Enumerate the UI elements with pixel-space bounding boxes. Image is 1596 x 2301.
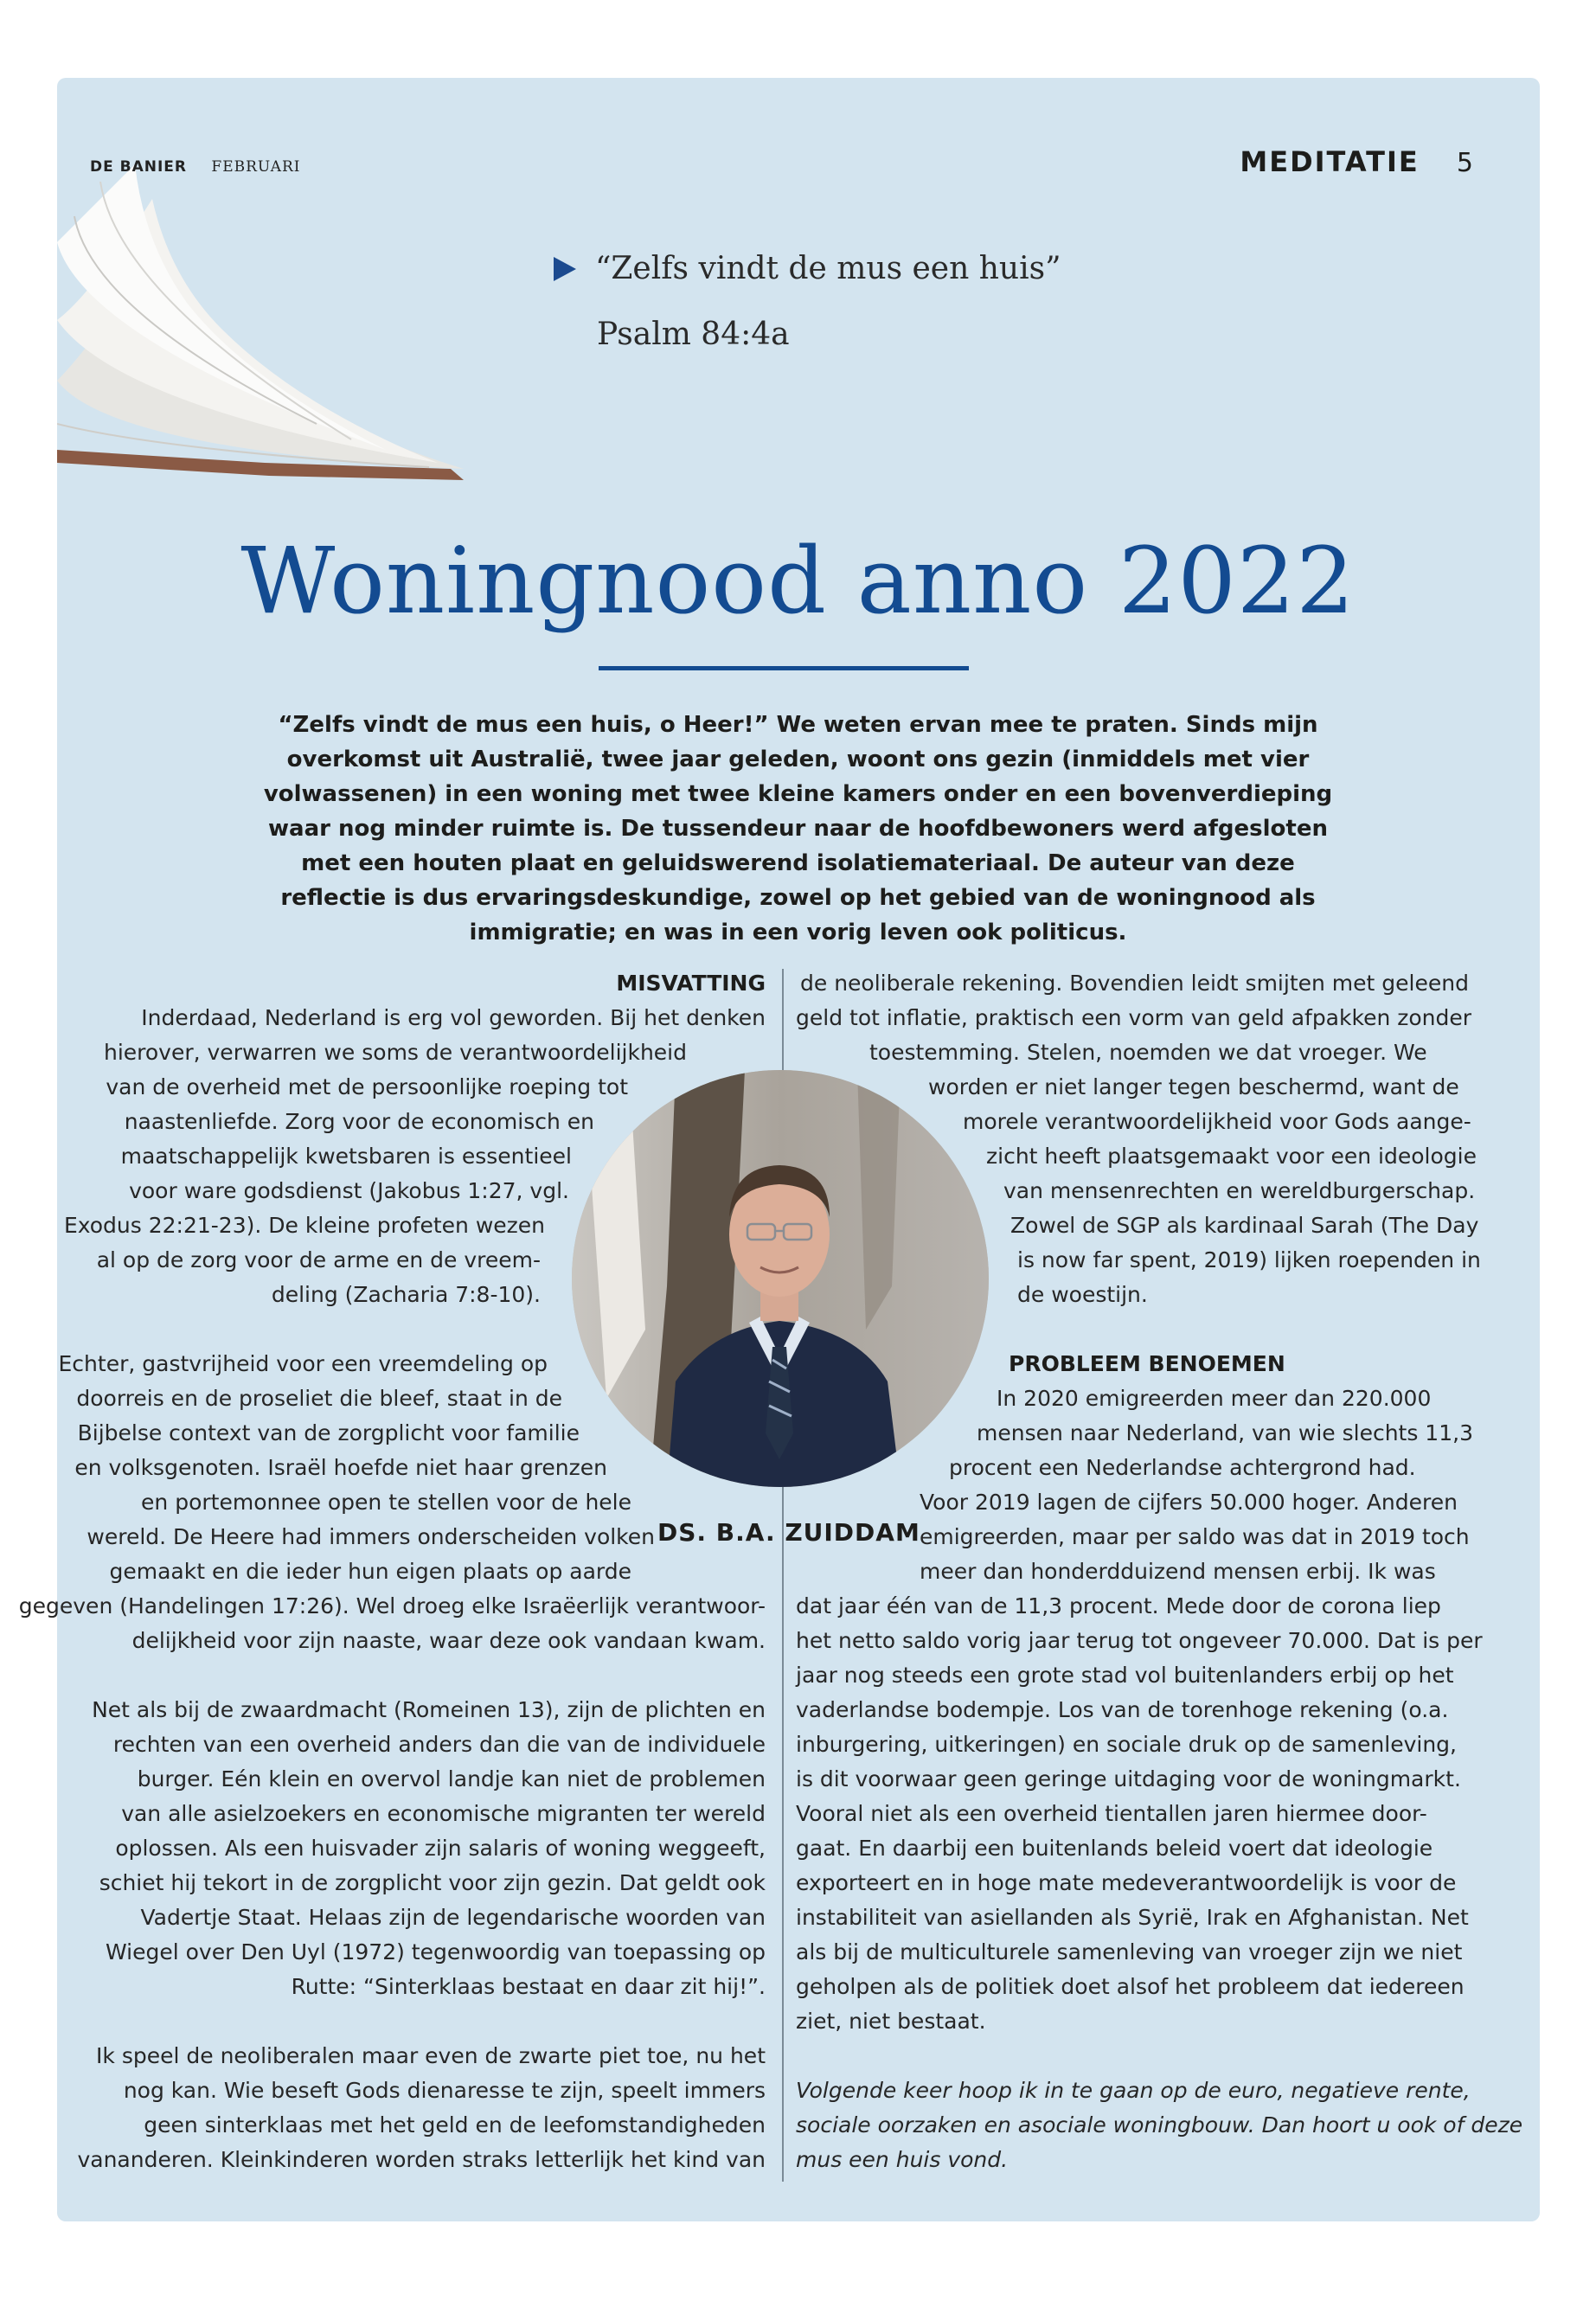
verse-text: “Zelfs vindt de mus een huis” (595, 251, 1061, 286)
text-line: deling (Zacharia 7:8-10). (271, 1282, 541, 1307)
text-line: is dit voorwaar geen geringe uitdaging voor de woningmarkt. (796, 1766, 1461, 1791)
author-photo (572, 1070, 989, 1487)
text-line: meer dan honderdduizend mensen erbij. Ik was (920, 1559, 1436, 1584)
text-line: geld tot inflatie, praktisch een vorm van geld afpakken zonder (796, 1005, 1472, 1030)
text-line: geholpen als de politiek doet alsof het probleem dat iedereen (796, 1974, 1465, 1999)
article-title: Woningnood anno 2022 (240, 528, 1356, 634)
text-line: als bij de multiculturele samenleving van vroeger zijn we niet (796, 1939, 1463, 1965)
text-line: Vadertje Staat. Helaas zijn de legendarische woorden van (140, 1905, 766, 1930)
text-line: en portemonnee open te stellen voor de hele (141, 1490, 631, 1515)
text-line: dat jaar één van de 11,3 procent. Mede door de corona liep (796, 1593, 1441, 1618)
publication-name: DE BANIER (90, 158, 188, 176)
text-line: In 2020 emigreerden meer dan 220.000 (997, 1386, 1432, 1411)
text-line: de neoliberale rekening. Bovendien leidt smijten met geleend (800, 971, 1469, 996)
author-name: DS. B.A. ZUIDDAM (657, 1518, 920, 1547)
section-header (1240, 145, 1475, 178)
text-line: worden er niet langer tegen beschermd, want de (928, 1074, 1459, 1099)
text-line: procent een Nederlandse achtergrond had. (949, 1455, 1416, 1480)
text-line: zicht heeft plaatsgemaakt voor een ideologie (986, 1144, 1477, 1169)
text-line: ziet, niet bestaat. (796, 2009, 986, 2034)
text-line: schiet hij tekort in de zorgplicht voor zijn gezin. Dat geldt ook (99, 1870, 766, 1895)
text-line: morele verantwoordelijkheid voor Gods aange- (963, 1109, 1471, 1134)
text-line: gaat. En daarbij een buitenlands beleid voert dat ideologie (796, 1836, 1433, 1861)
verse-reference: Psalm 84:4a (597, 317, 790, 352)
text-line: voor ware godsdienst (Jakobus 1:27, vgl. (129, 1178, 569, 1203)
text-line: Echter, gastvrijheid voor een vreemdeling op (58, 1351, 548, 1376)
text-line: het netto saldo vorig jaar terug tot ongeveer 70.000. Dat is per (796, 1628, 1483, 1653)
text-line: vananderen. Kleinkinderen worden straks letterlijk het kind van (77, 2147, 766, 2172)
text-line: Bijbelse context van de zorgplicht voor familie (77, 1420, 580, 1445)
subheading-misvatting: MISVATTING (616, 971, 766, 996)
text-line: hierover, verwarren we soms de verantwoordelijkheid (103, 1040, 687, 1065)
text-line: geen sinterklaas met het geld en de leefomstandigheden (144, 2112, 766, 2138)
section-name: MEDITATIE (1240, 145, 1420, 178)
text-line: instabiliteit van asiellanden als Syrië, Irak en Afghanistan. Net (796, 1905, 1469, 1930)
text-line: gemaakt en die ieder hun eigen plaats op aarde (109, 1559, 631, 1584)
text-line: van mensenrechten en wereldburgerschap. (1003, 1178, 1476, 1203)
text-line: mensen naar Nederland, van wie slechts 11,3 (977, 1420, 1473, 1445)
text-line: inburgering, uitkeringen) en sociale druk op de samenleving, (796, 1732, 1458, 1757)
closing-note-line: sociale oorzaken en asociale woningbouw. Dan hoort u ook of deze (796, 2112, 1523, 2138)
issue-month: FEBRUARI (211, 158, 301, 176)
text-line: Exodus 22:21-23). De kleine profeten wezen (63, 1213, 545, 1238)
running-header (90, 158, 301, 176)
text-line: Vooral niet als een overheid tientallen jaren hiermee door- (796, 1801, 1427, 1826)
text-line: delijkheid voor zijn naaste, waar deze ook vandaan kwam. (131, 1628, 766, 1653)
text-line: en volksgenoten. Israël hoefde niet haar grenzen (74, 1455, 607, 1480)
text-line: Rutte: “Sinterklaas bestaat en daar zit hij!”. (291, 1974, 766, 1999)
text-line: al op de zorg voor de arme en de vreem- (96, 1247, 541, 1272)
text-line: burger. Eén klein en overvol landje kan niet de problemen (137, 1766, 766, 1791)
page-number: 5 (1456, 148, 1475, 178)
subheading-probleem-benoemen: PROBLEEM BENOEMEN (1009, 1351, 1285, 1376)
text-line: nog kan. Wie beseft Gods dienaresse te zijn, speelt immers (123, 2078, 766, 2103)
text-line: vaderlandse bodempje. Los van de torenhoge rekening (o.a. (796, 1697, 1449, 1722)
text-line: Net als bij de zwaardmacht (Romeinen 13), zijn de plichten en (92, 1697, 766, 1722)
text-line: emigreerden, maar per saldo was dat in 2019 toch (920, 1524, 1470, 1549)
text-line: Zowel de SGP als kardinaal Sarah (The Day (1010, 1213, 1479, 1238)
text-line: Wiegel over Den Uyl (1972) tegenwoordig van toepassing op (105, 1939, 766, 1965)
triangle-bullet-icon (554, 257, 576, 281)
text-line: maatschappelijk kwetsbaren is essentieel (120, 1144, 572, 1169)
text-line: Inderdaad, Nederland is erg vol geworden. Bij het denken (141, 1005, 766, 1030)
text-line: gegeven (Handelingen 17:26). Wel droeg elke Israëerlijk verantwoor- (18, 1593, 766, 1618)
text-line: van alle asielzoekers en economische migranten ter wereld (121, 1801, 766, 1826)
text-line: doorreis en de proseliet die bleef, staat in de (76, 1386, 562, 1411)
text-line: Ik speel de neoliberalen maar even de zwarte piet toe, nu het (96, 2043, 766, 2068)
text-line: exporteert en in hoge mate medeverantwoordelijk is voor de (796, 1870, 1457, 1895)
text-line: jaar nog steeds een grote stad vol buitenlanders erbij op het (796, 1663, 1454, 1688)
text-line: de woestijn. (1017, 1282, 1148, 1307)
text-line: wereld. De Heere had immers onderscheiden volken (87, 1524, 655, 1549)
title-underline (599, 666, 969, 670)
text-line: naastenliefde. Zorg voor de economisch en (124, 1109, 594, 1134)
closing-note-line: mus een huis vond. (796, 2147, 1009, 2172)
text-line: Voor 2019 lagen de cijfers 50.000 hoger. Anderen (920, 1490, 1458, 1515)
text-line: is now far spent, 2019) lijken roependen in (1017, 1247, 1481, 1272)
verse-quote (554, 251, 1061, 286)
lead-paragraph: “Zelfs vindt de mus een huis, o Heer!” We weten ervan mee te praten. Sinds mijn overkomst uit Australië, twee jaar geleden, woont ons gezin (inmiddels met vier volwassenen) in een woning met twee kleine kamers onder en een bovenverdieping waar nog minder ruimte is. De tussendeur naar de hoofdbewoners werd afgesloten met een houten plaat en geluidswerend isolatiemateriaal. De auteur van deze reflectie is dus ervaringsdeskundige, zowel op het gebied van de woningnood als immigratie; en was in een vorig leven ook politicus. (263, 712, 1333, 945)
text-line: rechten van een overheid anders dan die van de individuele (112, 1732, 766, 1757)
closing-note-line: Volgende keer hoop ik in te gaan op de euro, negatieve rente, (796, 2078, 1471, 2103)
open-book-image (57, 164, 464, 510)
text-line: oplossen. Als een huisvader zijn salaris of woning weggeeft, (115, 1836, 766, 1861)
text-line: van de overheid met de persoonlijke roeping tot (106, 1074, 628, 1099)
text-line: toestemming. Stelen, noemden we dat vroeger. We (869, 1040, 1427, 1065)
